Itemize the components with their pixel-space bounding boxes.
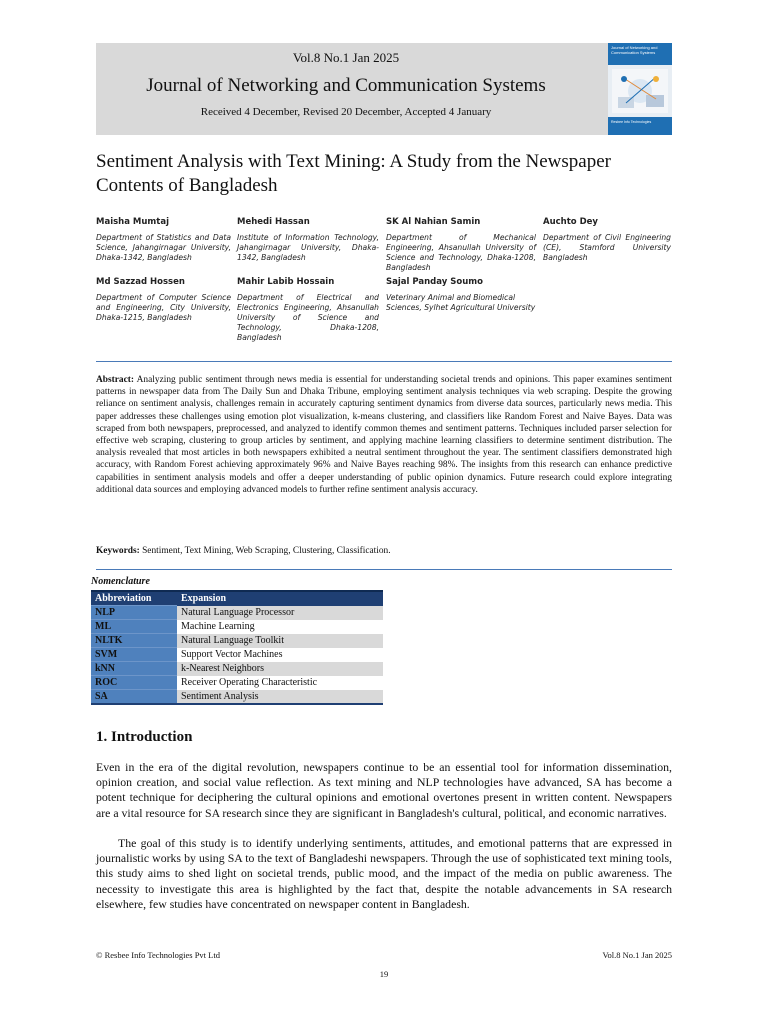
expansion-cell: Natural Language Toolkit xyxy=(177,634,383,648)
expansion-cell: k-Nearest Neighbors xyxy=(177,662,383,676)
expansion-cell: Natural Language Processor xyxy=(177,606,383,620)
section-divider xyxy=(96,361,672,362)
body-paragraph: The goal of this study is to identify underlying sentiments, attitudes, and emotional patterns that are expressed in journalistic works by using SA to the text of Bangladeshi newspapers. Through the use of sophisticated text mining tools, this study aims to shed light on societal trends, public mood, and the impact of the media on public awareness. The necessity to investigate this area is highlighted by the fact that, despite the notable advancements in SA research elsewhere, few studies have concentrated on newspaper content in Bangladesh. xyxy=(96,836,672,911)
abbreviation-cell: NLTK xyxy=(91,634,177,648)
abbreviation-cell: SVM xyxy=(91,648,177,662)
author-name: Mahir Labib Hossain xyxy=(237,277,335,287)
author-block xyxy=(386,217,536,273)
paper-title: Sentiment Analysis with Text Mining: A Study from the Newspaper Contents of Bangladesh xyxy=(96,151,611,196)
submission-dates: Received 4 December, Revised 20 December, Accepted 4 January xyxy=(200,106,492,118)
author-name: Md Sazzad Hossen xyxy=(96,277,185,287)
body-paragraph: Even in the era of the digital revolution, newspapers continue to be an essential tool for information dissemination, opinion creation, and social value reflection. As text mining and NLP technologies have advanced, SA has become a potent technique for deciphering the cultural opinions and emotional overtones present in written content. Newspapers are a vital resource for SA research since they are significant in Bangladesh's cultural, political, and economic narratives. xyxy=(96,760,672,820)
section-heading: 1. Introduction xyxy=(96,729,193,745)
author-affiliation: Department of Statistics and Data Science, Jahangirnagar University, Dhaka-1342, Bangladesh xyxy=(96,233,231,262)
table-row xyxy=(91,634,383,648)
author-affiliation: Department of Computer Science and Engineering, City University, Dhaka-1215, Bangladesh xyxy=(96,293,231,322)
author-block xyxy=(237,217,379,263)
abstract-label: Abstract: xyxy=(96,375,135,385)
author-affiliation: Veterinary Animal and Biomedical Sciences, Sylhet Agricultural University xyxy=(386,293,536,312)
table-row xyxy=(91,662,383,676)
author-name: Mehedi Hassan xyxy=(237,217,310,227)
column-header: Expansion xyxy=(177,591,383,606)
author-name: Auchto Dey xyxy=(543,217,598,227)
keywords-text: Sentiment, Text Mining, Web Scraping, Clustering, Classification. xyxy=(142,546,391,556)
nomenclature-title: Nomenclature xyxy=(91,576,150,587)
author-name: SK Al Nahian Samin xyxy=(386,217,481,227)
table-row xyxy=(91,648,383,662)
cover-title: Journal of Networking and Communication Systems xyxy=(611,45,658,55)
table-row xyxy=(91,606,383,620)
table-row xyxy=(91,620,383,634)
author-block xyxy=(543,217,671,263)
expansion-cell: Machine Learning xyxy=(177,620,383,634)
abbreviation-cell: SA xyxy=(91,690,177,705)
copyright-notice: © Resbee Info Technologies Pvt Ltd xyxy=(96,950,220,960)
page-number: 19 xyxy=(379,969,389,979)
expansion-cell: Receiver Operating Characteristic xyxy=(177,676,383,690)
column-header: Abbreviation xyxy=(91,591,177,606)
abbreviation-cell: NLP xyxy=(91,606,177,620)
author-block xyxy=(96,217,231,263)
author-block xyxy=(237,277,379,343)
abstract-text: Analyzing public sentiment through news media is essential for understanding societal trends and opinions. This paper examines sentiment patterns in newspaper data from The Daily Sun and Dhaka Tribune, employing sentiment analysis techniques via web scraping. Despite the growing reliance on sentiment analysis, challenges remain in accurately capturing sentiment dynamics from diverse data sources, particularly news media. This paper addresses these challenges using emotion plot visualization, k-means clustering, and classifiers like Random Forest and Naive Bayes. Data was scraped from both newspapers, preprocessed, and analyzed to identify common themes and sentiment patterns. Techniques included parser selection for effective web scraping, clustering to group articles by sentiment, and applying machine learning classifiers to determine sentiment distribution. The analysis revealed that most articles in both newspapers exhibited a neutral sentiment throughout the year. The sentiment classifiers demonstrated high accuracy, with Random Forest achieving approximately 96% and Naive Bayes reaching 98%. The insights from this research can enhance predictive capabilities in sentiment analysis models and offer a deeper understanding of public opinion dynamics. Future research could explore integrating additional data sources and employing advanced models to further refine sentiment analysis accuracy. xyxy=(96,375,672,495)
abbreviation-cell: ROC xyxy=(91,676,177,690)
table-row xyxy=(91,690,383,705)
journal-title: Journal of Networking and Communication Systems xyxy=(146,75,546,96)
abstract xyxy=(96,374,672,496)
section-divider xyxy=(96,569,672,570)
journal-header xyxy=(96,43,672,135)
table-header-row xyxy=(91,591,383,606)
abbreviation-cell: ML xyxy=(91,620,177,634)
nomenclature-table xyxy=(91,590,383,705)
cover-illustration xyxy=(612,69,668,113)
volume-label: Vol.8 No.1 Jan 2025 xyxy=(292,50,400,65)
author-name: Maisha Mumtaj xyxy=(96,217,169,227)
author-affiliation: Institute of Information Technology, Jahangirnagar University, Dhaka-1342, Bangladesh xyxy=(237,233,379,262)
cover-publisher: Resbee Info Technologies xyxy=(611,120,652,124)
author-block xyxy=(96,277,231,323)
author-affiliation: Department of Mechanical Engineering, Ahsanullah University of Science and Technology, Dhaka-1208, Bangladesh xyxy=(386,233,536,272)
footer-volume: Vol.8 No.1 Jan 2025 xyxy=(602,950,672,960)
author-affiliation: Department of Civil Engineering (CE), Stamford University Bangladesh xyxy=(543,233,671,262)
abbreviation-cell: kNN xyxy=(91,662,177,676)
keywords xyxy=(96,546,672,556)
author-name: Sajal Panday Soumo xyxy=(386,277,483,287)
expansion-cell: Support Vector Machines xyxy=(177,648,383,662)
author-affiliation: Department of Electrical and Electronics Engineering, Ahsanullah University of Science and Technology, Dhaka-1208, Bangladesh xyxy=(237,293,379,342)
expansion-cell: Sentiment Analysis xyxy=(177,690,383,705)
table-row xyxy=(91,676,383,690)
author-block xyxy=(386,277,536,313)
keywords-label: Keywords: xyxy=(96,546,140,556)
journal-cover-thumbnail xyxy=(608,43,672,135)
